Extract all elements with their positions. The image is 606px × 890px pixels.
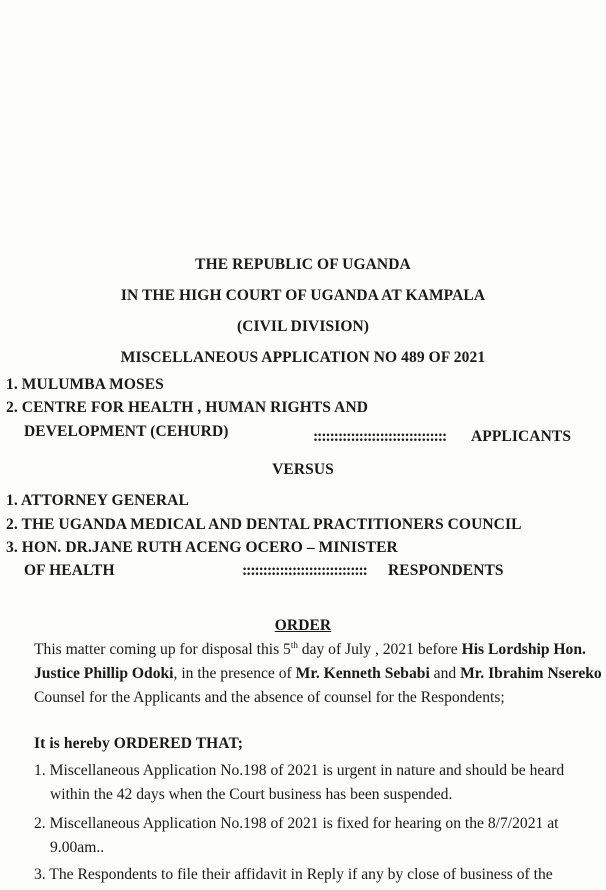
order-item-1: 1. Miscellaneous Application No.198 of 2021 is urgent in nature and should be heard: [34, 762, 565, 779]
order-intro-line-3: Counsel for the Applicants and the absence of counsel for the Respondents;: [34, 689, 505, 706]
ordered-heading: It is hereby ORDERED THAT;: [34, 735, 243, 752]
court-heading: IN THE HIGH COURT OF UGANDA AT KAMPALA: [120, 287, 486, 304]
republic-heading: THE REPUBLIC OF UGANDA: [195, 256, 411, 273]
versus-heading: VERSUS: [272, 461, 334, 478]
respondent-item: 1. ATTORNEY GENERAL: [6, 492, 189, 509]
order-item-1-cont: within the 42 days when the Court business has been suspended.: [50, 786, 453, 803]
application-number-heading: MISCELLANEOUS APPLICATION NO 489 OF 2021: [120, 349, 486, 366]
order-item-2: 2. Miscellaneous Application No.198 of 2021 is fixed for hearing on the 8/7/2021 at: [34, 815, 559, 832]
order-intro-line-1: This matter coming up for disposal this 5th day of July , 2021 before His Lordship Hon.: [34, 639, 586, 658]
applicants-dots: ::::::::::::::::::::::::::::::::: [313, 428, 447, 445]
respondent-item: 2. THE UGANDA MEDICAL AND DENTAL PRACTITIONERS COUNCIL: [6, 516, 522, 533]
respondent-item: 3. HON. DR.JANE RUTH ACENG OCERO – MINISTER: [6, 539, 398, 556]
applicant-item: 1. MULUMBA MOSES: [6, 376, 164, 393]
applicants-label: APPLICANTS: [471, 428, 572, 445]
order-item-2-cont: 9.00am..: [50, 839, 105, 856]
order-title: ORDER: [274, 617, 332, 634]
applicant-item: 2. CENTRE FOR HEALTH , HUMAN RIGHTS AND: [6, 399, 369, 416]
order-item-3: 3. The Respondents to file their affidavit in Reply if any by close of business of the: [34, 866, 553, 883]
respondent-item: OF HEALTH: [24, 562, 115, 579]
respondents-dots: ::::::::::::::::::::::::::::::: [242, 562, 367, 579]
applicant-item: DEVELOPMENT (CEHURD): [24, 423, 229, 440]
respondents-label: RESPONDENTS: [388, 562, 504, 579]
division-heading: (CIVIL DIVISION): [236, 318, 370, 335]
order-intro-line-2: Justice Phillip Odoki, in the presence of Mr. Kenneth Sebabi and Mr. Ibrahim Nsereko: [34, 665, 602, 682]
